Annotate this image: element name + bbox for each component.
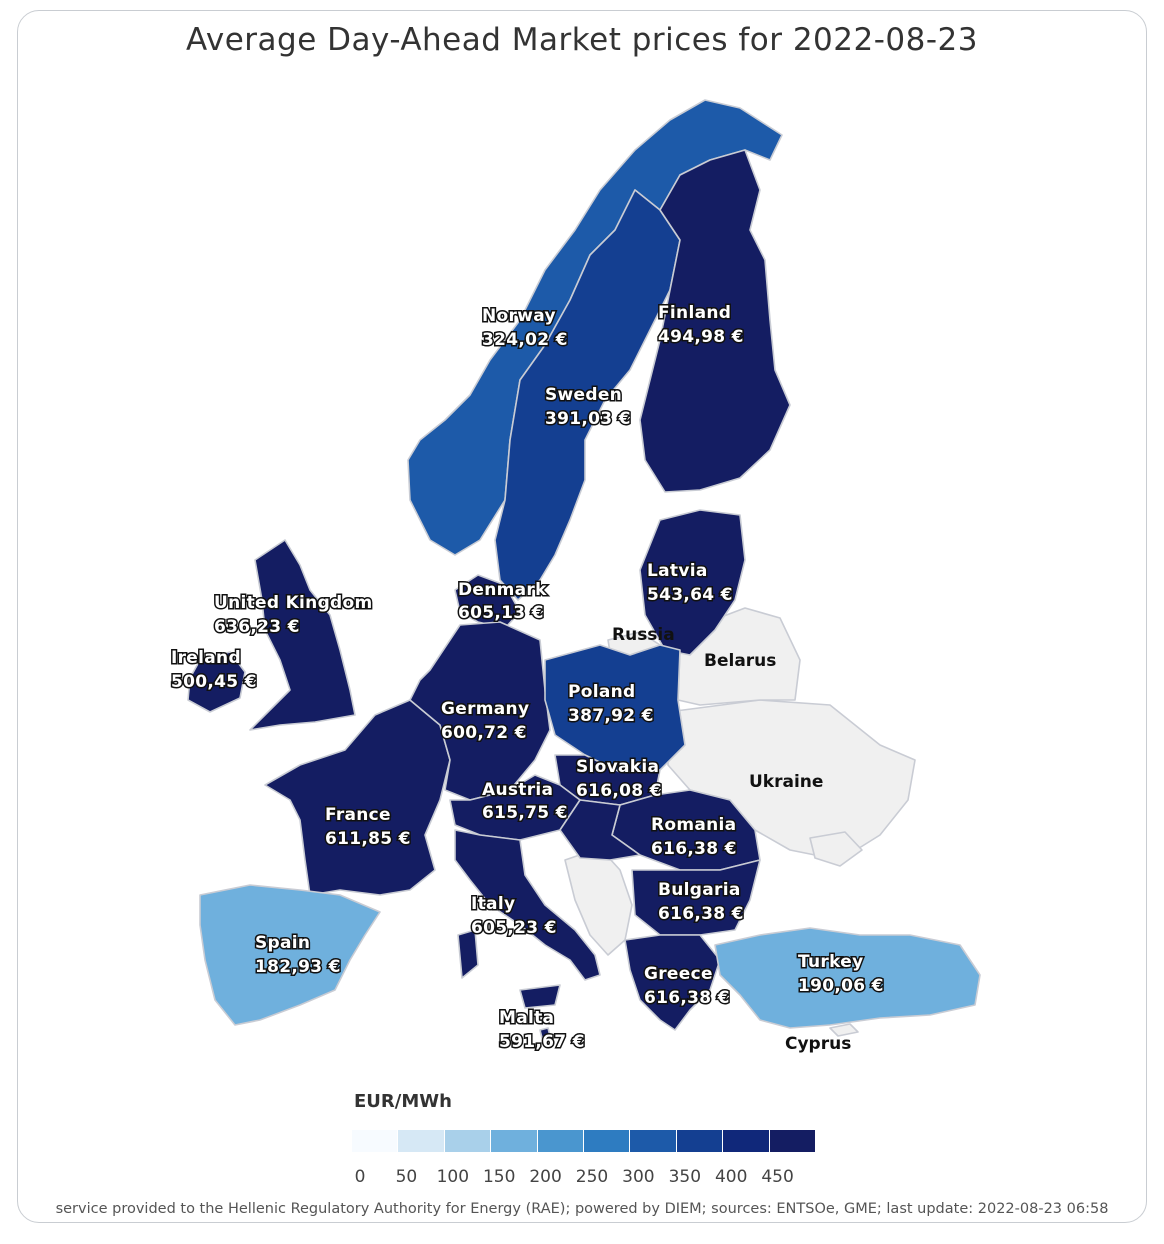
label-malta-price: 591,67 € [499, 1032, 585, 1052]
legend-color-scale [352, 1130, 816, 1152]
label-turkey-name: Turkey [798, 952, 864, 972]
label-slovakia-price: 616,08 € [576, 781, 662, 801]
legend-tick: 0 [354, 1167, 366, 1187]
country-shapes [188, 100, 980, 1038]
legend-tick: 400 [714, 1167, 748, 1187]
label-uk-name: United Kingdom [214, 593, 373, 613]
label-austria-name: Austria [482, 780, 554, 800]
legend-swatch [491, 1130, 537, 1152]
legend-swatch [584, 1130, 630, 1152]
legend-tick: 450 [761, 1167, 794, 1187]
label-ukraine: Ukraine [749, 772, 824, 792]
legend-swatch [723, 1130, 769, 1152]
legend-swatch [630, 1130, 676, 1152]
label-finland-name: Finland [658, 303, 732, 323]
legend-swatch [770, 1130, 816, 1152]
label-latvia-price: 543,64 € [647, 585, 733, 605]
label-austria-price: 615,75 € [482, 803, 568, 823]
legend-tick: 200 [529, 1167, 562, 1187]
region-france[interactable] [265, 700, 450, 895]
label-sweden-price: 391,03 € [545, 409, 631, 429]
legend-swatch [677, 1130, 723, 1152]
label-sweden-name: Sweden [545, 385, 623, 405]
legend-swatch [398, 1130, 444, 1152]
label-italy-name: Italy [471, 894, 516, 914]
label-turkey-price: 190,06 € [798, 976, 884, 996]
legend-tick: 300 [622, 1167, 655, 1187]
label-poland-price: 387,92 € [568, 706, 654, 726]
label-greece-price: 616,38 € [644, 988, 730, 1008]
label-romania-price: 616,38 € [651, 839, 737, 859]
region-sicily[interactable] [520, 985, 560, 1008]
label-belarus: Belarus [704, 651, 777, 671]
label-greece-name: Greece [644, 964, 713, 984]
legend-tick: 350 [668, 1167, 702, 1187]
label-spain-price: 182,93 € [255, 957, 341, 977]
label-uk-price: 636,23 € [214, 617, 300, 637]
label-poland-name: Poland [568, 682, 636, 702]
legend-tick: 250 [575, 1167, 609, 1187]
legend-swatch [445, 1130, 491, 1152]
legend-tick: 100 [436, 1167, 470, 1187]
legend-tick: 150 [482, 1167, 516, 1187]
label-denmark-price: 605,13 € [458, 603, 544, 623]
label-bulgaria-name: Bulgaria [658, 880, 741, 900]
legend-swatch [538, 1130, 584, 1152]
legend-swatch [352, 1130, 398, 1152]
label-norway-name: Norway [482, 306, 556, 326]
region-spain[interactable] [200, 885, 380, 1025]
label-france-name: France [325, 805, 391, 825]
footer-credits: service provided to the Hellenic Regulatory Authority for Energy (RAE); powered by DIEM; sources: ENTSOe, GME; last update: 2022-08-23 06:58 [55, 1201, 1109, 1217]
label-spain-name: Spain [255, 933, 311, 953]
label-germany-price: 600,72 € [441, 723, 527, 743]
label-malta-name: Malta [499, 1008, 555, 1028]
label-finland-price: 494,98 € [658, 327, 744, 347]
label-cyprus: Cyprus [785, 1034, 852, 1054]
label-slovakia-name: Slovakia [576, 757, 660, 777]
legend-unit: EUR/MWh [354, 1091, 452, 1112]
label-denmark-name: Denmark [458, 580, 547, 600]
label-russia: Russia [612, 625, 675, 645]
label-bulgaria-price: 616,38 € [658, 904, 744, 924]
label-ireland-price: 500,45 € [171, 672, 257, 692]
label-ireland-name: Ireland [171, 648, 241, 668]
label-latvia-name: Latvia [647, 561, 708, 581]
label-romania-name: Romania [651, 815, 737, 835]
map-title: Average Day-Ahead Market prices for 2022-08-23 [186, 22, 978, 58]
label-italy-price: 605,23 € [471, 918, 557, 938]
label-norway-price: 324,02 € [482, 330, 568, 350]
label-germany-name: Germany [441, 699, 530, 719]
legend-ticks [352, 1167, 816, 1189]
legend-tick: 50 [395, 1167, 418, 1187]
label-france-price: 611,85 € [325, 829, 411, 849]
